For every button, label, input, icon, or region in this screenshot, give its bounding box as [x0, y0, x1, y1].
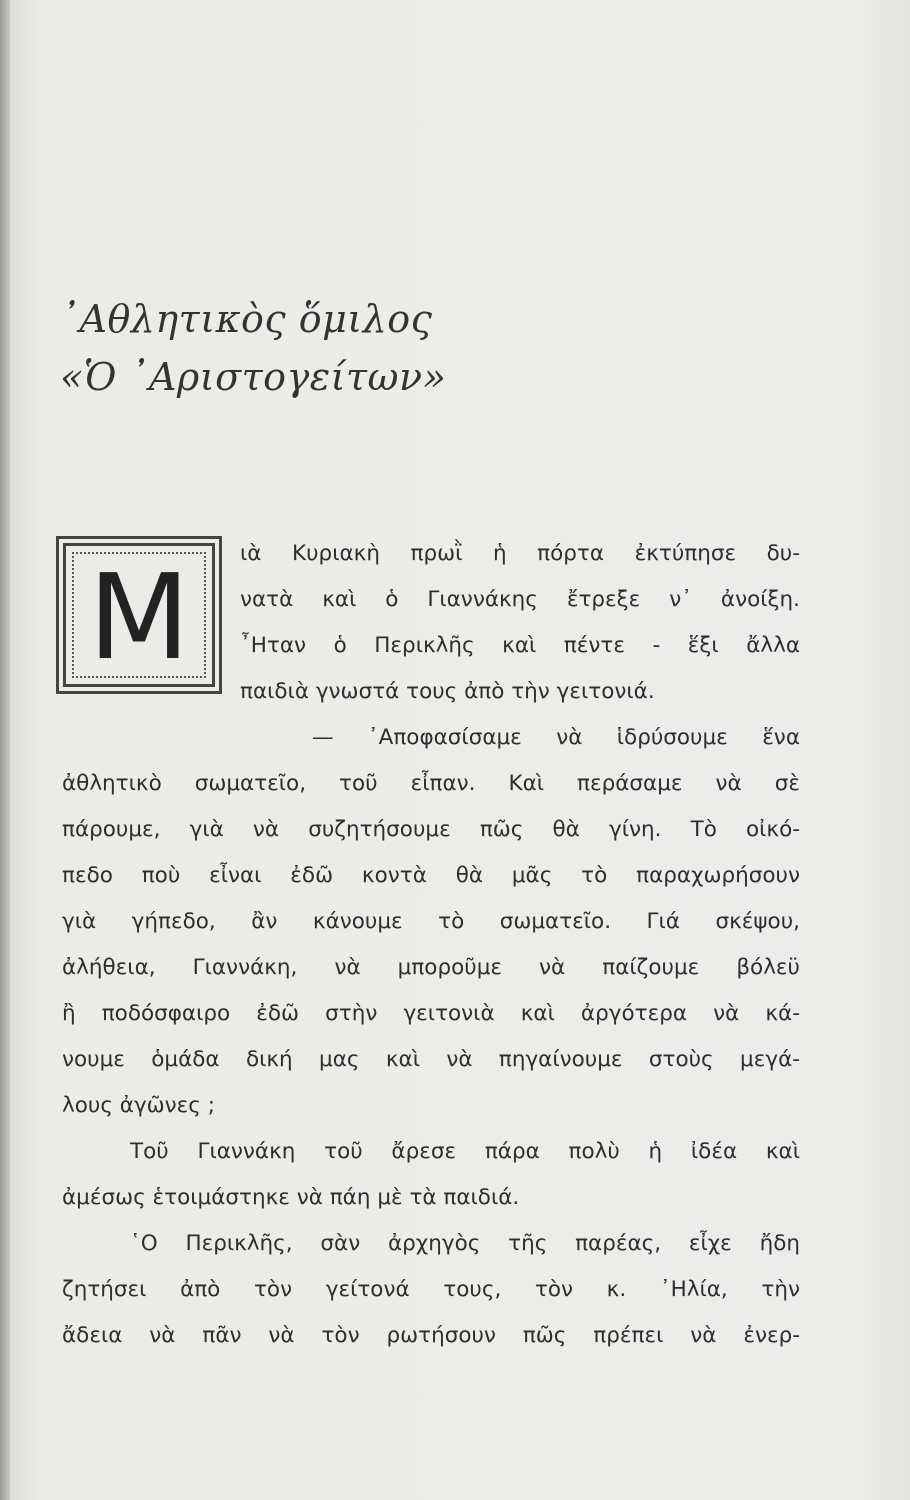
- text-line-12: νουμε ὁμάδα δική μας καὶ νὰ πηγαίνουμε στοὺς μεγά-: [62, 1047, 800, 1072]
- drop-cap-ornament: [56, 536, 222, 694]
- text-line-8: πεδο ποὺ εἶναι ἐδῶ κοντὰ θὰ μᾶς τὸ παραχωρήσουν: [62, 863, 800, 888]
- text-line-14: Τοῦ Γιαννάκη τοῦ ἄρεσε πάρα πολὺ ἡ ἰδέα καὶ: [130, 1139, 800, 1164]
- chapter-title: [60, 290, 446, 406]
- text-line-5: — ᾿Αποφασίσαμε νὰ ἱδρύσουμε ἕνα: [312, 725, 800, 750]
- text-line-1: ιὰ Κυριακὴ πρωῒ ἡ πόρτα ἐκτύπησε δυ-: [240, 541, 800, 566]
- text-line-10: ἀλήθεια, Γιαννάκη, νὰ μποροῦμε νὰ παίζουμε βόλεϋ: [62, 955, 800, 980]
- text-line-18: ἄδεια νὰ πᾶν νὰ τὸν ρωτήσουν πῶς πρέπει νὰ ἐνερ-: [62, 1323, 800, 1348]
- book-spine-shadow: [0, 0, 10, 1500]
- text-line-3: ῏Ηταν ὁ Περικλῆς καὶ πέντε - ἕξι ἄλλα: [240, 633, 800, 658]
- text-line-2: νατὰ καὶ ὁ Γιαννάκης ἔτρεξε ν᾿ ἀνοίξη.: [240, 587, 800, 612]
- text-line-7: πάρουμε, γιὰ νὰ συζητήσουμε πῶς θὰ γίνη. Τὸ οἰκό-: [62, 817, 800, 842]
- text-line-17: ζητήσει ἀπὸ τὸν γείτονά τους, τὸν κ. ᾿Ηλία, τὴν: [62, 1277, 800, 1302]
- text-line-9: γιὰ γήπεδο, ἂν κάνουμε τὸ σωματεῖο. Γιά σκέψου,: [62, 909, 800, 934]
- chapter-title-line-1: ᾿Αθλητικὸς ὅμιλος: [60, 297, 433, 341]
- text-line-13: λους ἀγῶνες ;: [62, 1093, 215, 1118]
- text-line-16: ῾Ο Περικλῆς, σὰν ἀρχηγὸς τῆς παρέας, εἶχε ἤδη: [130, 1231, 800, 1256]
- text-line-15: ἀμέσως ἑτοιμάστηκε νὰ πάη μὲ τὰ παιδιά.: [62, 1185, 520, 1210]
- drop-cap-letter: Μ: [88, 548, 190, 686]
- text-line-4: παιδιὰ γνωστά τους ἀπὸ τὴν γειτονιά.: [240, 679, 655, 704]
- text-line-6: ἀθλητικὸ σωματεῖο, τοῦ εἶπαν. Καὶ περάσαμε νὰ σὲ: [62, 771, 800, 796]
- text-line-11: ἢ ποδόσφαιρο ἐδῶ στὴν γειτονιὰ καὶ ἀργότερα νὰ κά-: [62, 1001, 800, 1026]
- chapter-title-line-2: «Ὁ ᾿Αριστογείτων»: [60, 355, 447, 399]
